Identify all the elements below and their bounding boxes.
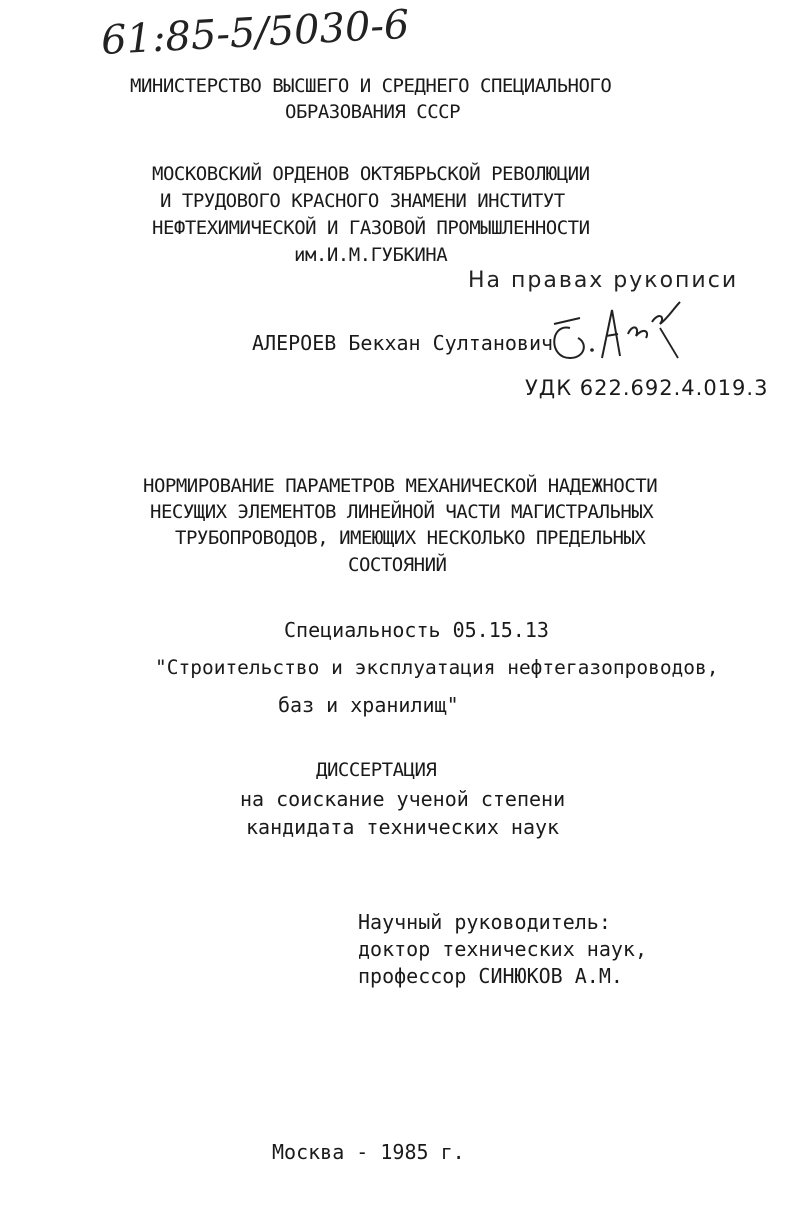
specialty-code: Специальность 05.15.13: [284, 618, 549, 642]
dissertation-line-2: кандидата технических наук: [246, 815, 560, 839]
dissertation-line-1: на соискание ученой степени: [240, 787, 566, 811]
ministry-line-2: ОБРАЗОВАНИЯ СССР: [285, 101, 461, 123]
institute-line-2: И ТРУДОВОГО КРАСНОГО ЗНАМЕНИ ИНСТИТУТ: [160, 190, 565, 212]
title-line-3: ТРУБОПРОВОДОВ, ИМЕЮЩИХ НЕСКОЛЬКО ПРЕДЕЛЬНЫХ: [175, 527, 646, 549]
udc-code: УДК 622.692.4.019.3: [525, 376, 769, 400]
archive-code: 61:85-5/5030-6: [100, 1, 411, 64]
manuscript-note: На правах рукописи: [468, 268, 739, 293]
title-line-1: НОРМИРОВАНИЕ ПАРАМЕТРОВ МЕХАНИЧЕСКОЙ НАДЕЖНОСТИ: [143, 475, 658, 497]
title-line-4: СОСТОЯНИЙ: [348, 554, 447, 576]
author-name: АЛЕРОЕВ Бекхан Султанович: [252, 331, 554, 355]
dissertation-heading: ДИССЕРТАЦИЯ: [316, 759, 437, 781]
ministry-line-1: МИНИСТЕРСТВО ВЫСШЕГО И СРЕДНЕГО СПЕЦИАЛЬНОГО: [130, 75, 612, 97]
institute-line-3: НЕФТЕХИМИЧЕСКОЙ И ГАЗОВОЙ ПРОМЫШЛЕННОСТИ: [152, 217, 590, 239]
supervisor-degree: доктор технических наук,: [358, 937, 647, 961]
specialty-name-line-1: "Строительство и эксплуатация нефтегазопроводов,: [155, 656, 719, 679]
specialty-name-line-2: баз и хранилищ": [278, 693, 459, 717]
author-signature: [540, 288, 700, 368]
institute-line-4: им.И.М.ГУБКИНА: [294, 244, 448, 266]
title-line-2: НЕСУЩИХ ЭЛЕМЕНТОВ ЛИНЕЙНОЙ ЧАСТИ МАГИСТРАЛЬНЫХ: [150, 501, 654, 523]
supervisor-label: Научный руководитель:: [358, 910, 611, 934]
supervisor-name: профессор СИНЮКОВ А.М.: [358, 964, 623, 988]
institute-line-1: МОСКОВСКИЙ ОРДЕНОВ ОКТЯБРЬСКОЙ РЕВОЛЮЦИИ: [152, 163, 590, 185]
place-year: Москва - 1985 г.: [272, 1140, 465, 1164]
